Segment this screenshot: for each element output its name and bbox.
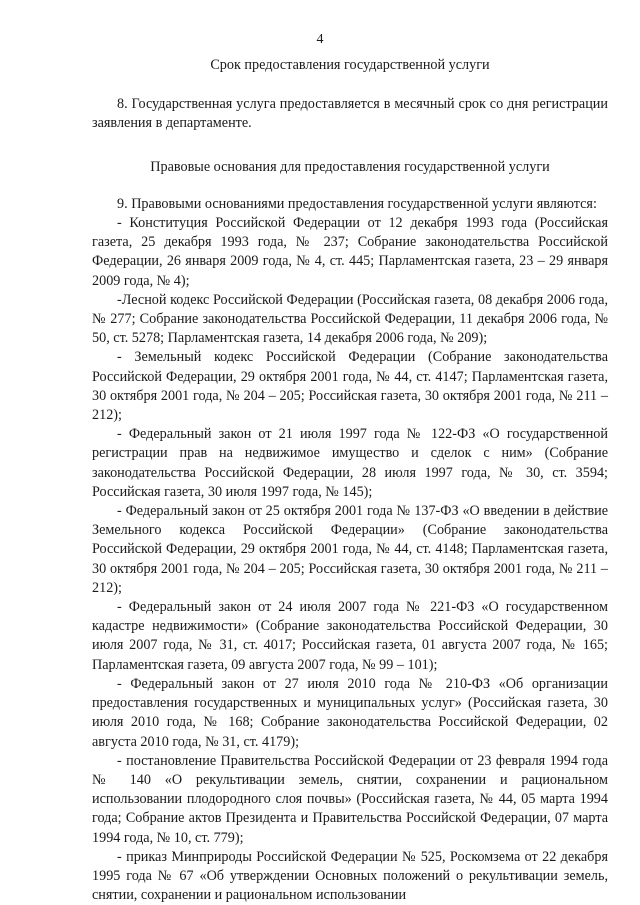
section-heading-term: Срок предоставления государственной услуги (210, 57, 490, 73)
page-number: 4 (316, 32, 324, 47)
legal-acts-list (92, 214, 608, 905)
legal-act-item: - Федеральный закон от 24 июля 2007 года № 221-ФЗ «О государственном кадастре недвижимости» (Собрание законодательства Российской Федерации, 30 июля 2007 года, № 31, ст. 4017; Российская газета, 01 августа 2007 года, № 165; Парламентская газета, 09 августа 2007 года, № 99 – 101); (92, 599, 608, 673)
legal-act-item: - Земельный кодекс Российской Федерации (Собрание законодательства Российской Федерации, 29 октября 2001 года, № 44, ст. 4147; Парламентская газета, 30 октября 2001 года, № 204 – 205; Российская газета, 30 октября 2001 года, № 211 – 212); (92, 349, 608, 424)
legal-act-item: -Лесной кодекс Российской Федерации (Российская газета, 08 декабря 2006 года, № 277; Собрание законодательства Российской Федерации, 11 декабря 2006 года, № 50, ст. 5278; Парламентская газета, 14 декабря 2006 года, № 209); (92, 291, 608, 347)
paragraph-legal-intro: 9. Правовыми основаниями предоставления государственной услуги являются: (117, 195, 597, 212)
legal-act-item: - Федеральный закон от 25 октября 2001 года № 137-ФЗ «О введении в действие Земельного кодекса Российской Федерации» (Собрание законодательства Российской Федерации, 29 октября 2001 года, № 44, ст. 4148; Парламентская газета, 30 октября 2001 года, № 204 – 205; Российская газета, 30 октября 2001 года, № 211 – 212); (92, 503, 608, 596)
legal-act-item: - приказ Минприроды Российской Федерации № 525, Роскомзема от 22 декабря 1995 года № 67 «Об утверждении Основных положений о рекультивации земель, снятии, сохранении и рациональном использовании (92, 848, 608, 904)
legal-act-item: - Федеральный закон от 27 июля 2010 года № 210-ФЗ «Об организации предоставления государственных и муниципальных услуг» (Российская газета, 30 июля 2010 года, № 168; Собрание законодательства Российской Федерации, 02 августа 2010 года, № 31, ст. 4179); (92, 675, 608, 750)
paragraph-term: 8. Государственная услуга предоставляется в месячный срок со дня регистрации заявления в департаменте. (92, 96, 608, 132)
document-body (92, 56, 608, 905)
legal-act-item: - Федеральный закон от 21 июля 1997 года № 122-ФЗ «О государственной регистрации прав на недвижимое имущество и сделок с ним» (Собрание законодательства Российской Федерации, 28 июля 1997 года, № 30, ст. 3594; Российская газета, 30 июля 1997 года, № 145); (92, 426, 608, 500)
legal-act-item: - постановление Правительства Российской Федерации от 23 февраля 1994 года № 140 «О рекультивации земель, снятии, сохранении и рациональном использовании плодородного слоя почвы» (Российская газета, № 44, 05 марта 1994 года; Собрание актов Президента и Правительства Российской Федерации, 07 марта 1994 года, № 10, ст. 779); (92, 752, 608, 846)
legal-act-item: - Конституция Российской Федерации от 12 декабря 1993 года (Российская газета, 25 декабря 1993 года, № 237; Собрание законодательства Российской Федерации, 26 января 2009 года, № 4, ст. 445; Парламентская газета, 23 – 29 января 2009 года, № 4); (92, 215, 608, 289)
section-heading-legal-basis: Правовые основания для предоставления государственной услуги (150, 158, 550, 175)
